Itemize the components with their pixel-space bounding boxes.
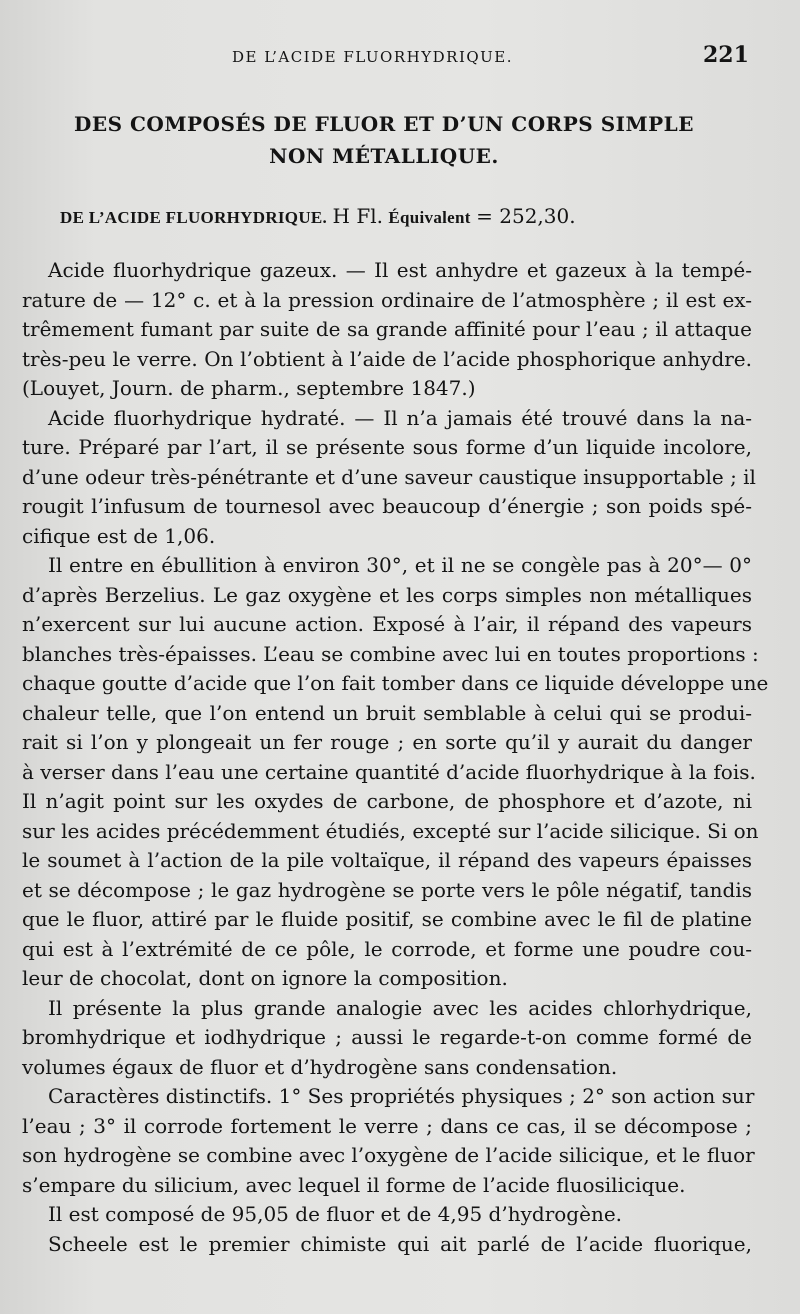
text-line: n’exercent sur lui aucune action. Exposé à l’air, il répand des vapeurs: [22, 612, 752, 636]
text-line: volumes égaux de fluor et d’hydrogène sans condensation.: [22, 1054, 618, 1079]
text-line: trêmement fumant par suite de sa grande affinité pour l’eau ; il attaque: [22, 317, 752, 341]
entry-equiv-label: Équivalent: [388, 208, 471, 227]
text-line: rougit l’infusum de tournesol avec beaucoup d’énergie ; son poids spé-: [22, 494, 752, 518]
text-line: son hydrogène se combine avec l’oxygène de l’acide silicique, et le fluor: [22, 1143, 755, 1167]
text-line: blanches très-épaisses. L’eau se combine avec lui en toutes proportions :: [22, 641, 759, 666]
text-line: d’une odeur très-pénétrante et d’une saveur caustique insupportable ; il: [22, 464, 756, 489]
text-line: (Louyet, Journ. de pharm., septembre 1847.): [22, 376, 476, 400]
text-line: leur de chocolat, dont on ignore la composition.: [22, 966, 508, 990]
text-line: Acide fluorhydrique gazeux. — Il est anhydre et gazeux à la tempé-: [48, 258, 752, 282]
text-line: sur les acides précédemment étudiés, excepté sur l’acide silicique. Si on: [22, 818, 759, 843]
text-line: cifique est de 1,06.: [22, 523, 216, 548]
text-line: Il entre en ébullition à environ 30°, et il ne se congèle pas à 20°— 0°: [48, 553, 752, 577]
text-line: chaleur telle, que l’on entend un bruit semblable à celui qui se produi-: [22, 700, 752, 725]
text-line: ture. Préparé par l’art, il se présente sous forme d’un liquide incolore,: [22, 435, 752, 459]
text-line: et se décompose ; le gaz hydrogène se porte vers le pôle négatif, tandis: [22, 877, 752, 902]
entry-formula: H Fl.: [332, 204, 383, 228]
text-line: l’eau ; 3° il corrode fortement le verre ; dans ce cas, il se décompose ;: [22, 1113, 752, 1138]
running-head-title: DE L’ACIDE FLUORHYDRIQUE.: [232, 48, 514, 66]
entry-equiv-value: = 252,30.: [476, 204, 576, 228]
text-line: Il n’agit point sur les oxydes de carbone, de phosphore et d’azote, ni: [22, 789, 752, 813]
text-line: à verser dans l’eau une certaine quantité d’acide fluorhydrique à la fois.: [22, 759, 756, 784]
text-line: Il présente la plus grande analogie avec les acides chlorhydrique,: [48, 995, 752, 1020]
running-head: [0, 42, 800, 72]
text-line: Scheele est le premier chimiste qui ait parlé de l’acide fluorique,: [48, 1231, 752, 1256]
entry-heading: [60, 204, 750, 228]
body-text: [22, 256, 769, 1259]
text-line: le soumet à l’action de la pile voltaïque, il répand des vapeurs épaisses: [22, 848, 752, 872]
text-line: très-peu le verre. On l’obtient à l’aide de l’acide phosphorique anhydre.: [22, 346, 752, 371]
section-title-line-2: NON MÉTALLIQUE.: [269, 144, 499, 168]
text-line: rait si l’on y plongeait un fer rouge ; en sorte qu’il y aurait du danger: [22, 730, 752, 754]
text-line: chaque goutte d’acide que l’on fait tomber dans ce liquide développe une: [22, 671, 769, 695]
entry-name: DE L’ACIDE FLUORHYDRIQUE.: [60, 208, 328, 227]
text-line: s’empare du silicium, avec lequel il forme de l’acide fluosilicique.: [22, 1172, 686, 1197]
text-line: Il est composé de 95,05 de fluor et de 4,95 d’hydrogène.: [48, 1202, 623, 1226]
text-line: Acide fluorhydrique hydraté. — Il n’a jamais été trouvé dans la na-: [48, 405, 752, 430]
text-line: Caractères distinctifs. 1° Ses propriétés physiques ; 2° son action sur: [48, 1084, 755, 1108]
text-line: bromhydrique et iodhydrique ; aussi le regarde-t-on comme formé de: [22, 1025, 752, 1049]
page-number: 221: [703, 42, 749, 68]
text-line: rature de — 12° c. et à la pression ordinaire de l’atmosphère ; il est ex-: [22, 287, 752, 312]
text-line: que le fluor, attiré par le fluide positif, se combine avec le fil de platine: [22, 907, 752, 931]
text-line: qui est à l’extrémité de ce pôle, le corrode, et forme une poudre cou-: [22, 936, 752, 961]
section-title-line-1: DES COMPOSÉS DE FLUOR ET D’UN CORPS SIMPLE: [74, 112, 694, 136]
text-line: d’après Berzelius. Le gaz oxygène et les corps simples non métalliques: [22, 582, 752, 607]
